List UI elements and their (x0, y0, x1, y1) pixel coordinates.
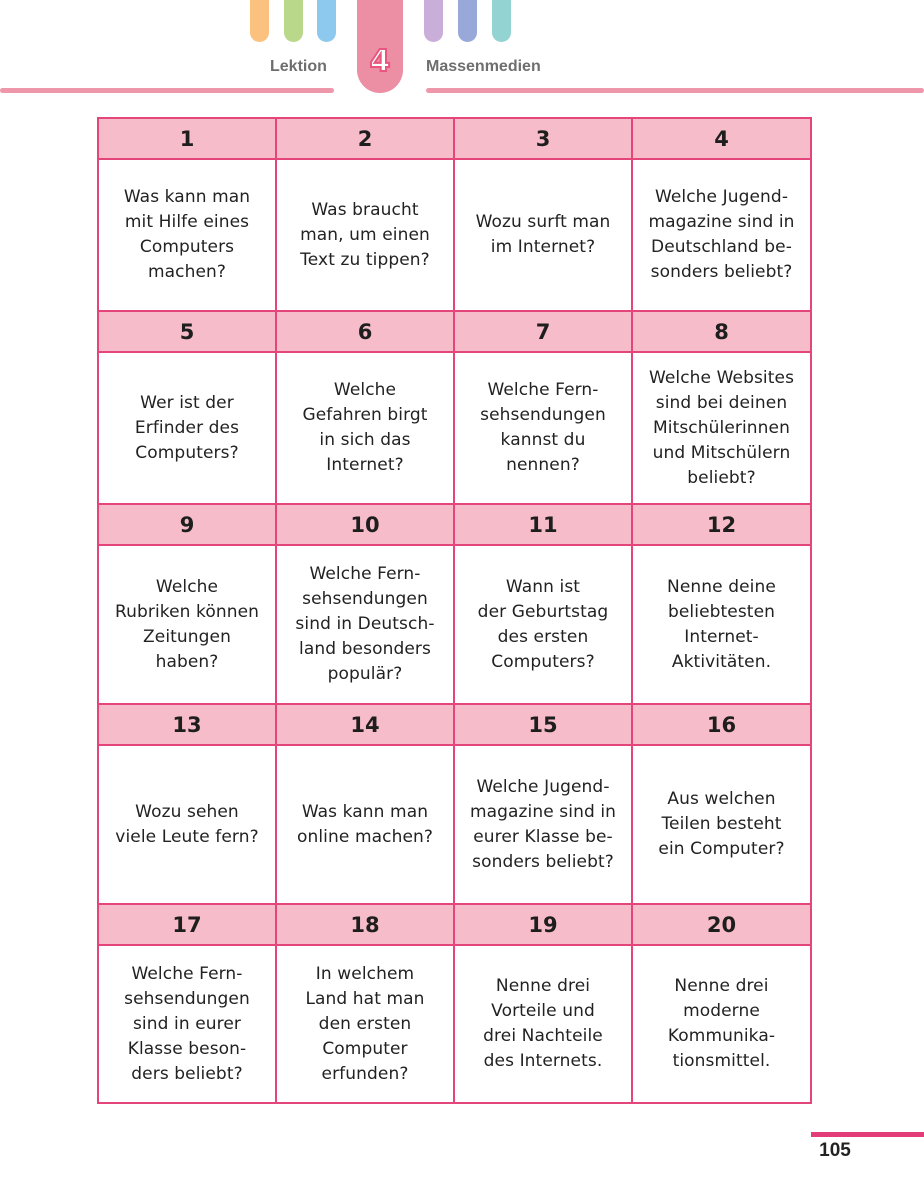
card-number: 18 (276, 904, 454, 945)
question-text: Wozu sehen viele Leute fern? (115, 801, 259, 847)
header-rule-right (426, 88, 924, 93)
question-text: Welche Fern- sehsendungen sind in Deutsch- land besonders populär? (295, 564, 435, 684)
question-cell (454, 159, 632, 311)
question-row (98, 545, 811, 704)
question-row (98, 159, 811, 311)
question-cell (98, 745, 276, 904)
footer-accent-bar (811, 1132, 924, 1137)
question-cell (98, 159, 276, 311)
question-cell (454, 945, 632, 1103)
question-cell (276, 352, 454, 504)
lesson-number: 4 (369, 44, 391, 79)
page-number: 105 (819, 1140, 851, 1161)
number-row (98, 118, 811, 159)
card-number: 8 (632, 311, 811, 352)
question-text: Was braucht man, um einen Text zu tippen? (300, 199, 430, 270)
color-tab (492, 0, 511, 42)
number-row (98, 704, 811, 745)
lesson-label: Lektion (270, 58, 327, 75)
question-cell (98, 352, 276, 504)
question-cell (632, 545, 811, 704)
question-cell (632, 945, 811, 1103)
question-text: Wer ist der Erfinder des Computers? (134, 392, 240, 463)
card-number: 19 (454, 904, 632, 945)
question-cell (632, 745, 811, 904)
question-row (98, 745, 811, 904)
question-text: Welche Gefahren birgt in sich das Internet? (302, 380, 428, 475)
question-cell (632, 159, 811, 311)
question-text: Nenne deine beliebtesten Internet- Aktivitäten. (667, 576, 776, 672)
card-number: 1 (98, 118, 276, 159)
color-tab (284, 0, 303, 42)
card-number: 17 (98, 904, 276, 945)
question-text: Was kann man online machen? (296, 801, 433, 847)
header-rule-left (0, 88, 334, 93)
question-text: Welche Jugend- magazine sind in Deutschland be- sonders beliebt? (648, 187, 795, 282)
question-cell (98, 945, 276, 1103)
question-row (98, 352, 811, 504)
question-cell (276, 159, 454, 311)
question-cell (276, 945, 454, 1103)
question-text: Welche Fern- sehsendungen kannst du nennen? (480, 380, 606, 475)
question-row (98, 945, 811, 1103)
question-text: Nenne drei moderne Kommunika- tionsmittel. (667, 976, 776, 1071)
question-text: Was kann man mit Hilfe eines Computers machen? (123, 187, 251, 282)
question-card-grid (97, 117, 812, 1104)
number-row (98, 311, 811, 352)
card-number: 16 (632, 704, 811, 745)
lesson-number-tab (357, 0, 403, 93)
color-tab (250, 0, 269, 42)
color-tab (458, 0, 477, 42)
number-row (98, 504, 811, 545)
question-text: Welche Fern- sehsendungen sind in eurer Klasse beson- ders beliebt? (124, 963, 250, 1084)
card-number: 14 (276, 704, 454, 745)
color-tab (317, 0, 336, 42)
card-number: 12 (632, 504, 811, 545)
card-number: 7 (454, 311, 632, 352)
card-number: 11 (454, 504, 632, 545)
topic-title: Massenmedien (426, 58, 541, 75)
question-cell (276, 745, 454, 904)
question-cell (454, 545, 632, 704)
question-text: Nenne drei Vorteile und drei Nachteile des Internets. (483, 976, 603, 1071)
question-text: Welche Jugend- magazine sind in eurer Klasse be- sonders beliebt? (469, 776, 617, 872)
question-text: Wann ist der Geburtstag des ersten Computers? (477, 576, 609, 672)
question-text: In welchem Land hat man den ersten Computer erfunden? (305, 963, 425, 1084)
card-number: 4 (632, 118, 811, 159)
question-cell (98, 545, 276, 704)
card-number: 10 (276, 504, 454, 545)
question-text: Welche Rubriken können Zeitungen haben? (114, 576, 260, 672)
question-cell (454, 745, 632, 904)
card-number: 20 (632, 904, 811, 945)
card-number: 6 (276, 311, 454, 352)
card-number: 13 (98, 704, 276, 745)
number-row (98, 904, 811, 945)
card-number: 5 (98, 311, 276, 352)
question-cell (454, 352, 632, 504)
card-number: 3 (454, 118, 632, 159)
question-text: Wozu surft man im Internet? (475, 212, 611, 257)
card-number: 9 (98, 504, 276, 545)
card-number: 2 (276, 118, 454, 159)
question-text: Welche Websites sind bei deinen Mitschülerinnen und Mitschülern beliebt? (648, 367, 795, 488)
card-number: 15 (454, 704, 632, 745)
question-cell (276, 545, 454, 704)
question-cell (632, 352, 811, 504)
question-text: Aus welchen Teilen besteht ein Computer? (658, 789, 785, 859)
color-tab (424, 0, 443, 42)
lesson-color-tabs (0, 0, 924, 50)
